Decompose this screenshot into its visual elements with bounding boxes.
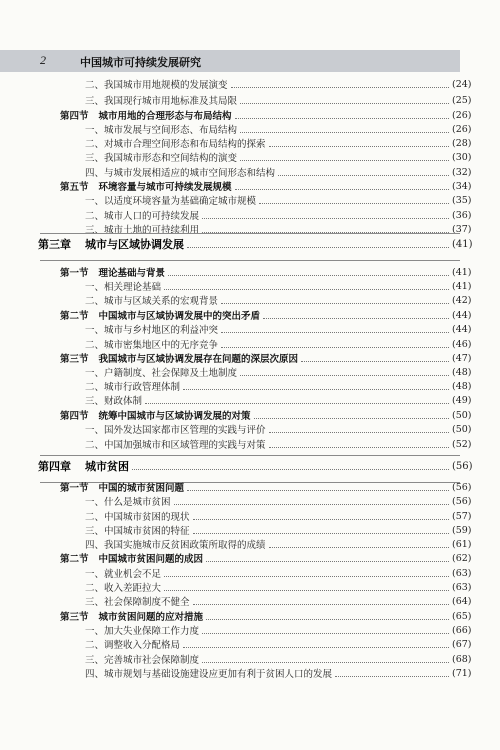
toc-page-number: (42) [452,294,472,306]
dot-leader [168,275,449,276]
toc-entry-text: 中国的城市贫困问题 [98,483,185,494]
toc-entry-text: 城市贫困问题的应对措施 [98,612,204,623]
toc-item-entry[interactable] [0,652,500,666]
toc-entry-title: 二、对城市合理空间形态和布局结构的探索 [85,139,266,150]
toc-section-entry[interactable] [0,408,500,422]
dot-leader [269,146,449,147]
toc-entry-number: 第三节 [60,612,89,623]
dot-leader [240,103,449,104]
dot-leader [263,318,449,319]
toc-page-number: (62) [452,552,472,564]
toc-entry-title [60,408,251,422]
toc-page-number: (48) [452,366,472,378]
toc-entry-text: 中国城市贫困问题的成因 [98,554,204,565]
toc-page-number: (71) [452,667,472,679]
toc-entry-title: 四、城市规划与基础设施建设应更加有利于贫困人口的发展 [85,669,333,680]
dot-leader [269,547,449,548]
toc-entry-title: 三、城市土地的可持续利用 [85,225,200,236]
toc-page-number: (46) [452,338,472,350]
toc-item-entry[interactable] [0,437,500,451]
toc-entry-title: 一、城市发展与空间形态、布局结构 [85,125,238,136]
toc-entry-title: 一、什么是城市贫困 [85,497,171,508]
toc-entry-title [60,308,260,322]
toc-item-entry[interactable] [0,337,500,351]
book-title: 中国城市可持续发展研究 [80,56,201,69]
toc-entry-title: 三、社会保障制度不健全 [85,597,190,608]
dot-leader [231,87,449,88]
toc-section-entry[interactable] [0,179,500,193]
toc-entry-title: 二、城市与区域关系的宏观背景 [85,296,219,307]
dot-leader [240,160,449,161]
toc-entry-title [60,609,203,623]
toc-item-entry[interactable] [0,509,500,523]
toc-item-entry[interactable] [0,594,500,608]
toc-entry-title [60,480,184,494]
toc-item-entry[interactable] [0,77,500,91]
toc-item-entry[interactable] [0,379,500,393]
toc-page-number: (66) [452,624,472,636]
toc-entry-title: 一、户籍制度、社会保障及土地制度 [85,368,238,379]
toc-section-entry[interactable] [0,265,500,279]
toc-entry-title [38,236,184,252]
toc-entry-number: 第二节 [60,311,89,322]
toc-page-number: (41) [452,280,472,292]
toc-item-entry[interactable] [0,580,500,594]
toc-entry-title: 二、中国加强城市和区域管理的实践与对策 [85,440,266,451]
dot-leader [187,490,449,491]
toc-item-entry[interactable] [0,93,500,107]
dot-leader [145,403,449,404]
toc-page-number: (25) [452,94,472,106]
toc-page-number: (48) [452,380,472,392]
toc-entry-title: 二、城市密集地区中的无序竞争 [85,340,219,351]
toc-page-number: (50) [452,409,472,421]
toc-page-number: (30) [452,151,472,163]
toc-entry-text: 环境容量与城市可持续发展规模 [98,182,232,193]
dot-leader [164,576,449,577]
dot-leader [202,218,449,219]
toc-entry-title: 一、国外发达国家都市区管理的实践与评价 [85,425,266,436]
toc-section-entry[interactable] [0,351,500,365]
toc-page-number: (65) [452,610,472,622]
toc-section-entry[interactable] [0,551,500,565]
dot-leader [174,504,449,505]
toc-entry-text: 中国城市与区域协调发展中的突出矛盾 [98,311,261,322]
toc-entry-number: 第四节 [60,411,89,422]
toc-page-number: (63) [452,567,472,579]
toc-page-number: (24) [452,78,472,90]
toc-entry-text: 我国城市与区域协调发展存在问题的深层次原因 [98,354,299,365]
dot-leader [269,432,449,433]
toc-item-entry[interactable] [0,566,500,580]
toc-entry-title: 二、城市行政管理体制 [85,382,181,393]
dot-leader [164,289,449,290]
toc-entry-text: 城市与区域协调发展 [85,238,184,251]
toc-page-number: (52) [452,438,472,450]
toc-item-entry[interactable] [0,666,500,680]
toc-entry-title [38,458,129,474]
toc-page-number: (61) [452,538,472,550]
toc-page-number: (36) [452,209,472,221]
chapter-rule [40,455,460,456]
page-number: 2 [40,53,46,67]
toc-entry-number: 第三章 [38,238,71,251]
toc-item-entry[interactable] [0,523,500,537]
toc-page-number: (34) [452,180,472,192]
toc-item-entry[interactable] [0,623,500,637]
toc-entry-title: 二、中国城市贫困的现状 [85,512,190,523]
toc-section-entry[interactable] [0,609,500,623]
toc-entry-title [60,179,232,193]
toc-page-number: (68) [452,653,472,665]
toc-item-entry[interactable] [0,122,500,136]
toc-page-number: (47) [452,352,472,364]
toc-entry-number: 第三节 [60,354,89,365]
toc-page-number: (56) [452,481,472,493]
toc-entry-title: 三、中国城市贫困的特征 [85,526,190,537]
toc-item-entry[interactable] [0,537,500,551]
toc-entry-number: 第一节 [60,268,89,279]
toc-item-entry[interactable] [0,393,500,407]
toc-entry-title: 一、加大失业保障工作力度 [85,626,200,637]
toc-page-number: (67) [452,638,472,650]
toc-item-entry[interactable] [0,494,500,508]
toc-page-number: (50) [452,423,472,435]
toc-page-number: (32) [452,166,472,178]
toc-page-number: (26) [452,123,472,135]
toc-entry-text: 理论基础与背景 [98,268,166,279]
dot-leader [254,418,449,419]
toc-chapter-entry[interactable] [0,459,500,473]
dot-leader [221,303,449,304]
toc-entry-title: 一、相关理论基础 [85,282,162,293]
toc-page-number: (41) [452,238,473,250]
dot-leader [259,203,449,204]
toc-page-number: (41) [452,266,472,278]
dot-leader [193,604,449,605]
toc-entry-title: 三、我国城市形态和空间结构的演变 [85,153,238,164]
toc-entry-text: 统筹中国城市与区域协调发展的对策 [98,411,251,422]
toc-page-number: (37) [452,223,472,235]
toc-item-entry[interactable] [0,365,500,379]
toc-item-entry[interactable] [0,422,500,436]
toc-page-number: (63) [452,581,472,593]
toc-section-entry[interactable] [0,308,500,322]
toc-entry-number: 第四章 [38,460,71,473]
dot-leader [335,676,449,677]
toc-item-entry[interactable] [0,193,500,207]
toc-entry-title: 三、财政体制 [85,396,143,407]
toc-entry-title [60,351,298,365]
dot-leader [193,519,449,520]
toc-entry-number: 第四节 [60,111,89,122]
toc-page-number: (28) [452,137,472,149]
dot-leader [240,132,449,133]
toc-entry-number: 第五节 [60,182,89,193]
toc-page-number: (26) [452,109,472,121]
toc-entry-title [60,108,232,122]
toc-page-number: (49) [452,394,472,406]
dot-leader [164,590,449,591]
toc-chapter-entry[interactable] [0,237,500,251]
toc-entry-title: 三、完善城市社会保障制度 [85,655,200,666]
toc-page-number: (64) [452,595,472,607]
toc-entry-text: 城市用地的合理形态与布局结构 [98,111,232,122]
toc-section-entry[interactable] [0,480,500,494]
toc-entry-title: 一、以适度环境容量为基础确定城市规模 [85,196,257,207]
toc-page-number: (57) [452,510,472,522]
chapter-rule [40,233,460,234]
toc-entry-title: 三、我国现行城市用地标准及其局限 [85,96,238,107]
chapter-rule [40,260,460,261]
toc-entry-number: 第一节 [60,483,89,494]
toc-entry-title: 一、就业机会不足 [85,569,162,580]
toc-entry-text: 城市贫困 [85,460,129,473]
toc-item-entry[interactable] [0,293,500,307]
toc-entry-title: 二、城市人口的可持续发展 [85,211,200,222]
dot-leader [183,389,449,390]
toc-section-entry[interactable] [0,108,500,122]
dot-leader [240,375,449,376]
dot-leader [202,662,449,663]
toc-item-entry[interactable] [0,136,500,150]
toc-item-entry[interactable] [0,165,500,179]
toc-entry-title [60,265,165,279]
toc-item-entry[interactable] [0,322,500,336]
toc-page-number: (56) [452,460,473,472]
dot-leader [235,189,449,190]
toc-item-entry[interactable] [0,637,500,651]
toc-entry-title: 一、城市与乡村地区的利益冲突 [85,325,219,336]
toc-entry-title: 二、收入差距拉大 [85,583,162,594]
toc-item-entry[interactable] [0,150,500,164]
dot-leader [202,633,449,634]
toc-page-number: (56) [452,495,472,507]
toc-entry-title: 二、我国城市用地规模的发展演变 [85,80,228,91]
dot-leader [187,247,449,248]
toc-entry-title [60,551,203,565]
toc-entry-title: 四、与城市发展相适应的城市空间形态和结构 [85,168,276,179]
toc-page-number: (44) [452,309,472,321]
dot-leader [301,361,449,362]
dot-leader [221,332,449,333]
dot-leader [193,533,449,534]
dot-leader [221,347,449,348]
toc-entry-title: 二、调整收入分配格局 [85,640,181,651]
toc-page-number: (44) [452,323,472,335]
toc-item-entry[interactable] [0,279,500,293]
toc-page-number: (35) [452,194,472,206]
toc-item-entry[interactable] [0,208,500,222]
toc-entry-title: 四、我国实施城市反贫困政策所取得的成绩 [85,540,266,551]
dot-leader [206,561,449,562]
dot-leader [206,619,449,620]
toc-page-number: (59) [452,524,472,536]
dot-leader [235,118,449,119]
dot-leader [183,647,449,648]
dot-leader [132,469,449,470]
dot-leader [278,175,449,176]
dot-leader [269,447,449,448]
toc-entry-number: 第二节 [60,554,89,565]
